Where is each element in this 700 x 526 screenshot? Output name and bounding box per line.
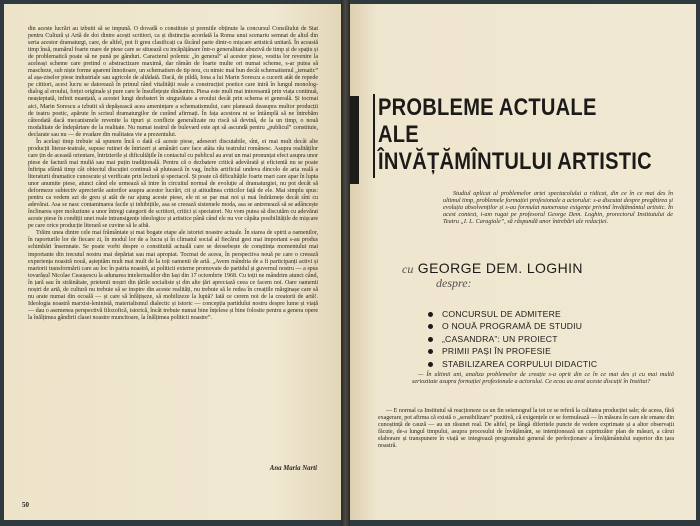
list-item xyxy=(428,333,668,345)
list-item xyxy=(428,345,668,357)
author-signature: Ana Maria Narti xyxy=(269,465,317,472)
paragraph: din aceste lucrări au izbutit să se impună. O dovadă o constituie și premiile obținute la concursul Consiliului de Stat pentru Cultură și Artă de doi dintre acești scriitori, ca și distincția acordată la Roma unui scenariu semnat de altul din seria acestor dramaturgi, care, de altfel, pot fi greu clasificați ca făcând parte dintr-o mișcare artistică unitară. În această timp însă, numărul foarte mare de piese care se situează cu incăpățânare într-o generalitate abuzivă de timp și de spațiu și de problematică poate să ne pună pe gânduri. Caracterul polemic „în general” al acestor piese, vestita lor revenire la aceleași scheme care pretind o abstractizare maximă, dar rămân de foarte multe ori numai scheme, s-ar putea să mascheze, sub niște forme aparent înnoitoare, un schematism de tip nou, cu nimic mai bun decât schematismul „tematic” al așa-ziselor piese industriale sau agricole de altădată. Dacă, de pildă, Iona a lui Marin Sorescu a cucerit atât de repede pe cititori, acest lucru se datorează în primul rând vitalității reale a construcției poetice care intră în lungul monolog-dialog al eroului, forței originale și pure care le însuflețește dinăuntru. Piesa este mult mai interesantă prin viața continuă, neașteptată, infinit nuanțată, a acestei lungi dezbateri în singurătate a eroului decât prin schema ei generală. Și tocmai aici, Marin Sorescu a izbutit să depășească acea amenințare a schematismului, care planează deasupra multor producții de teatru poetic, apărute în scrisul dramaturgilor de curând afirmați. În fața acestora ni se întâmplă să ne întrebăm câteodată dacă mecanismele revenite la tipuri și conflicte generalizate nu riscă să devină, de la un timp, o nouă modalitate de îndepărtare de la realitate. Nu numai teatrul de bulevard este apt să ascundă pentru „publicul” constituie, declarate sau nu — de evadare din realitatea vie a prezentului. xyxy=(28,26,318,138)
article-title xyxy=(378,94,652,175)
question-text: — În ultimii ani, analiza problemelor de creație s-a oprit din ce în ce mai des și cu mai multă seriozitate asupra formației profesionale a actorului. Ce ecou au avut aceste discuții în Institut? xyxy=(412,371,674,386)
topic-label: CONCURSUL DE ADMITERE xyxy=(442,309,561,319)
title-rule xyxy=(373,94,375,178)
list-item xyxy=(428,320,668,332)
topic-label: „CASANDRA”: UN PROIECT xyxy=(442,333,558,344)
topic-list xyxy=(428,308,668,370)
article-intro xyxy=(443,190,673,225)
right-page xyxy=(350,4,696,520)
interview-answer xyxy=(378,408,674,450)
topic-label: PRIMII PAȘI ÎN PROFESIE xyxy=(442,346,552,357)
paragraph: Trăim unea dintre cele mai frământate și mai bogate etape ale istoriei noastre actuale. În starea de spirit a oamenilor, în raporturile lor de fiecare zi, în modul lor de a lucra și în climatul social al fiecărui gest mai important s-au produs schimbări însemnate. Se poate vorbi despre o constituită actuală care se deosebește de conștiința momentului mai importante din trecutul nostru mai depărtat sau mai apropiat. Tocmai de aceea, în perspectiva nouă pe care o creează experiența noastră nouă, așteptăm mult mai mult de la toți oamenii de artă. „Avem mândria de a fi participanți activi și martorii transformării care au loc în patria noastră, ai politicii externe promovate de partidul și guvernul nostru — a spus tovarășul Nicolae Ceaușescu la adunarea intelectualilor din Iași din 17 octombrie 1968. Cu toții ne mândrim atunci când, în țară sau în străinătate, prietenii noștri din țările socialiste și din alte țări apreciază ceea ce facem noi. Oare oamenii noștri de artă, de cultură nu trebuie să se inspire din aceste realități, nu trebuie să le redea în creațiile mărginașe care să nu arate numai din ocoală — și care să înfățișeze, să mobilizeze la luptă? Iată ce cerem noi de la creatorii de artă!. Ideologia noastră marxist-leninistă, materialismul dialectic și istoric — concepția partidului nostru despre lume și viață — dau o asemenea perspectivă filozofică, istorică, încât trebuie numai bine înțelese și bine folosite pentru a genera opere la înălțimea gândirii clasei noastre muncitoare, la înălțimea politicii noastre”. xyxy=(28,230,318,321)
left-article-text xyxy=(28,26,318,322)
title-accent-bar xyxy=(350,96,359,184)
bullet-icon xyxy=(428,349,433,354)
interview-question xyxy=(412,371,674,385)
bullet-icon xyxy=(428,362,433,367)
topic-label: STABILIZAREA CORPULUI DIDACTIC xyxy=(442,358,598,369)
title-line: ÎNVĂȚĂMÎNTULUI ARTISTIC xyxy=(378,148,652,175)
author-name: GEORGE DEM. LOGHIN xyxy=(417,260,583,276)
bullet-icon xyxy=(428,324,433,329)
author-byline xyxy=(402,260,672,291)
topic-label: O NOUĂ PROGRAMĂ DE STUDIU xyxy=(442,321,583,332)
author-prefix: cu xyxy=(402,262,414,276)
title-line: PROBLEME ACTUALE xyxy=(378,94,597,121)
author-suffix: despre: xyxy=(436,276,472,290)
list-item xyxy=(428,308,668,320)
book-gutter xyxy=(341,0,350,526)
bullet-icon xyxy=(428,312,433,317)
page-number: 50 xyxy=(22,501,29,509)
bullet-icon xyxy=(428,337,433,342)
left-page xyxy=(4,4,341,520)
list-item xyxy=(428,358,668,370)
answer-text: — E normal ca Institutul să reacționeze ca un fin seismograf la tot ce se referă la calitatea producției sale; de aceea, fără exagerare, pot afirma că există o „sensibilizare” pozitivă, că exigențele ce se formulează — în măsura în care ele emane din cunoștință de cauză — au un răsunet real. De altfel, pe lângă diferitele puncte de vedere exprimate și a altor observații făcute, de-a lungul timpului, asupra procesului de învățământ, se intenționează un cuprinzător plan de măsuri, a cărui elaborare și transpunere în viață se integrează programului general de perfecționare a învățământului superior din țara noastră. xyxy=(378,408,674,450)
paragraph: În același timp trebuie să spunem încă o dată că aceste piese, adeseori discutabile, sînt, ei mai mult decât alte producții literar-teatrale, supuse rutinei de întrizeri și amânări care face atâta rău teatrului românesc. Asupra realităților care țin de această orientare, întrizierile și dificultățile în contactul cu publicul au avut un mai pronunțat efect asupra unor piese de factură mai multă sau mai puțin tradițională. Pentru că o dezbatere critică adevărată și eficientă nu se poate înfiripa sfântă timp cât obiectul discuției continuă să plutească în vag, închis artificial undeva dincolo de aria reală a literaturii dramatice cunoscute și verificate prin lectură și spectacol. Și poate că dificultățile foarte mari care apar în lupta unor anumite piese, atunci când ele urmează să intre în circuitul normal de evoluție al dramaturgiei, nu pot decât să deformeze subiectiv aprecierile autorilor asupra acestor lucrări, cit și atitudinea criticilor față de ele. Mai simplu spus: pentru ca vedem azi de greu și atât de rar ajung aceste piese, ele ni se par mai noi și mai îndrăznețe decât sînt cu adevărat. Asa se nasc contaminarea facile și inhibițiile, asa se creează sistemele moda, asa se antrenează să se adâncește înclinarea spre moluziune a unor întregi categorii de scriitori, critici și spectatori. Nu vom putea să discutăm cu adevărat aceste piese în condiții unei reale intransigențe ideologice și artistice până când ele nu vor căpăta posibilitățile de mișcare pe care orice producție literară se cuvine să le aibă. xyxy=(28,138,318,230)
title-line: ALE xyxy=(378,121,419,148)
intro-text: Studiul aplicat al problemelor artei spectacolului a ridicat, din ce în ce mai des în ultimul timp, problemele formației profesionale a actorului: s-a discutat despre pregătirea și evoluția absolvenților și s-au formulat numeroase exigențe privind învățământul artistic. În acest context, i-am rugat pe profesorul George Dem. Loghin, prorectorul Institutului de Teatru „I. L. Caragiale”, să răspundă unor întrebări ale redacției. xyxy=(443,190,673,226)
